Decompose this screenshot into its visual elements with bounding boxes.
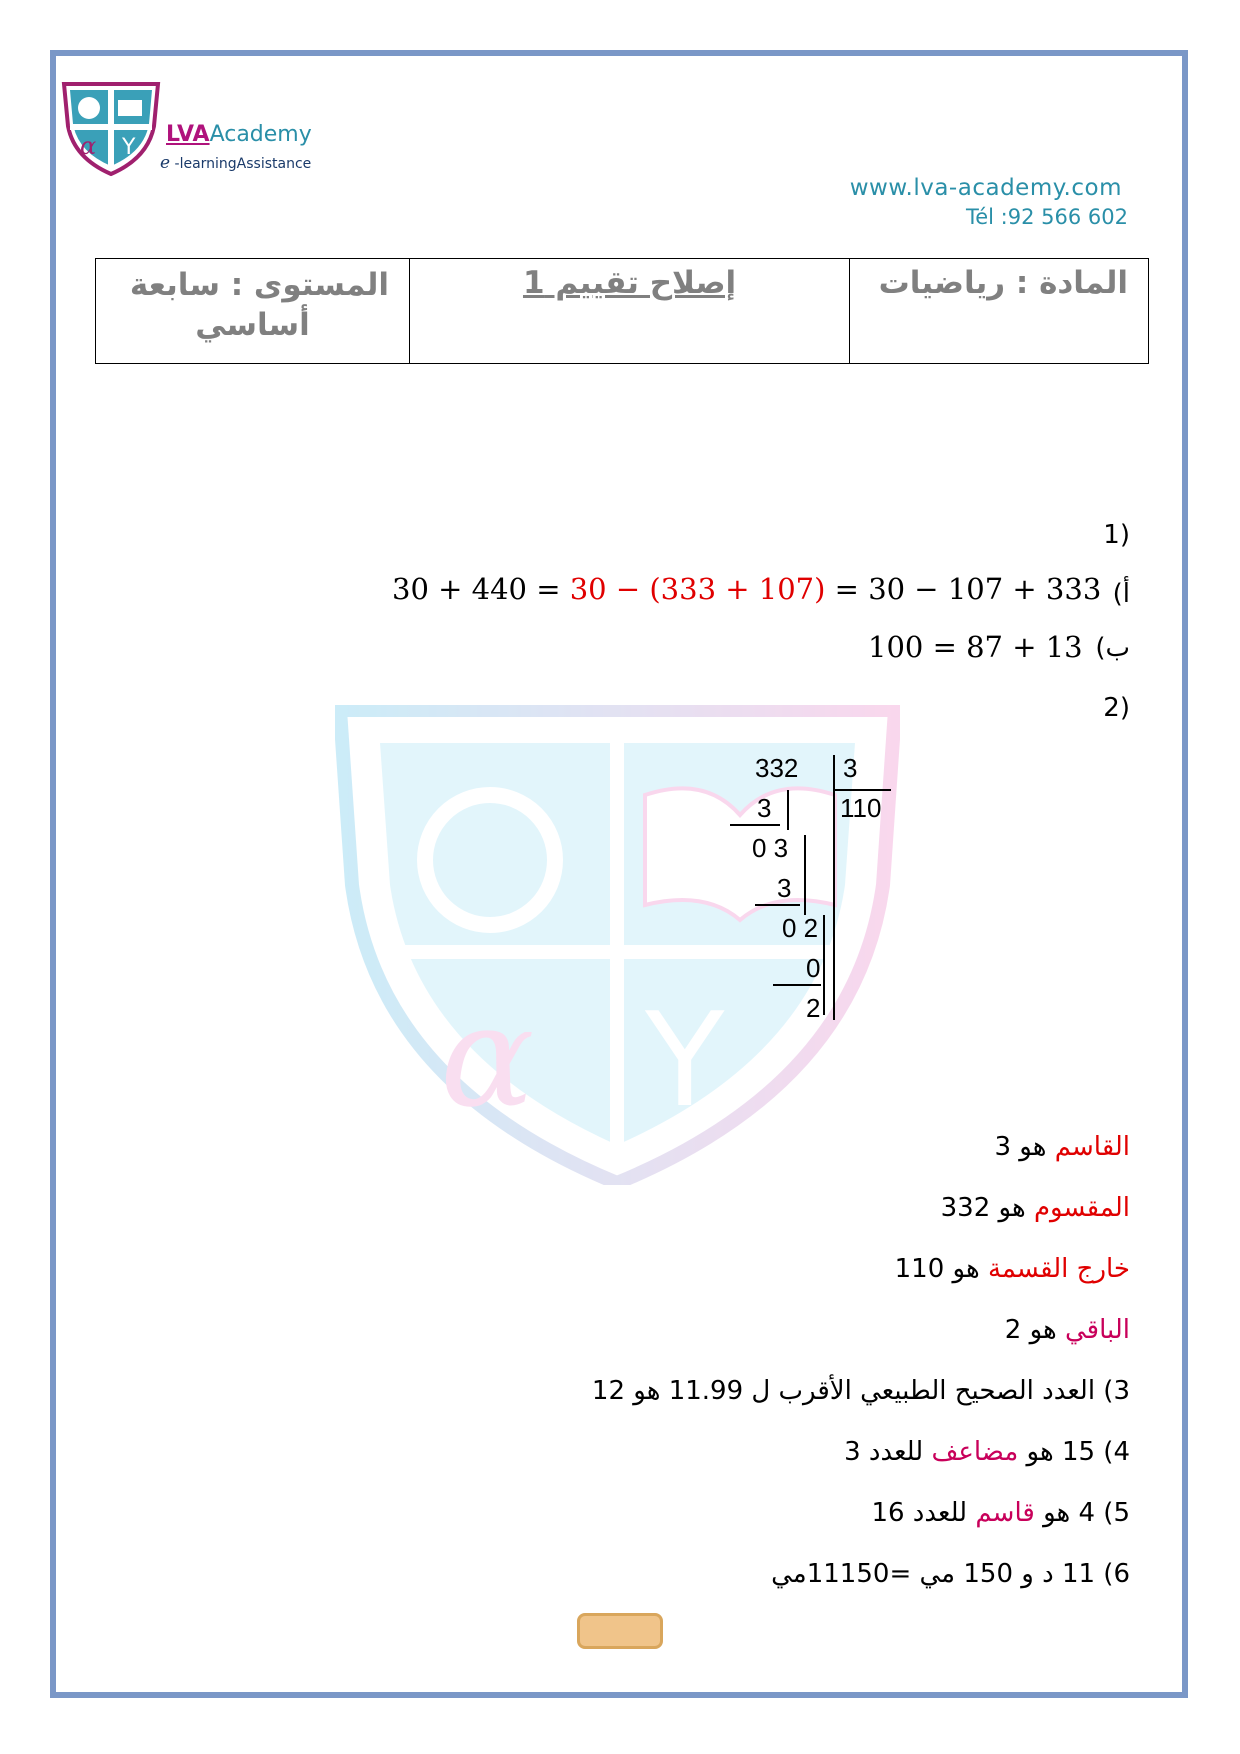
q2-dividend-line — [941, 1193, 1130, 1223]
svg-text:Y: Y — [122, 135, 136, 160]
q2-divisor-line — [994, 1132, 1130, 1162]
lva-shield-logo-icon — [56, 78, 166, 178]
term-remainder: الباقي — [1064, 1315, 1130, 1345]
term-quotient: خارج القسمة — [987, 1254, 1130, 1284]
division-step-1: 3 — [757, 793, 772, 823]
step-vline-3 — [823, 915, 825, 1015]
term-multiple: مضاعف — [931, 1437, 1019, 1467]
exam-title: إصلاح تقييم 1 — [522, 265, 737, 301]
division-quotient: 110 — [840, 793, 882, 823]
q1-number: (1 — [1103, 520, 1130, 550]
svg-text:Y: Y — [645, 984, 725, 1136]
division-step-5: 0 — [806, 953, 821, 983]
info-table — [95, 258, 1149, 364]
step-line-2 — [755, 904, 800, 906]
q5-suffix: للعدد 16 — [871, 1498, 976, 1528]
subject-cell: المادة : رياضيات — [850, 259, 1149, 364]
q2-line-0-rest: هو 3 — [994, 1132, 1055, 1162]
q2-quotient-line — [895, 1254, 1130, 1284]
tagline-e: e — [160, 153, 171, 173]
level-cell — [96, 259, 410, 364]
q3-line: 3) العدد الصحيح الطبيعي الأقرب ل 11.99 هو 12 — [591, 1376, 1130, 1406]
svg-text:α: α — [80, 132, 97, 160]
q2-number: (2 — [1103, 693, 1130, 723]
q2-line-1-rest: هو 332 — [940, 1193, 1034, 1223]
division-step-4: 0 2 — [782, 913, 819, 943]
q5-line — [871, 1498, 1130, 1528]
q4-line — [844, 1437, 1130, 1467]
q4-suffix: للعدد 3 — [844, 1437, 932, 1467]
level-line-2: أساسي — [195, 307, 310, 343]
division-quotient-line — [833, 789, 891, 791]
term-divisor-word: قاسم — [975, 1498, 1035, 1528]
division-divisor: 3 — [843, 753, 858, 783]
title-cell — [410, 259, 850, 364]
division-step-3: 3 — [777, 873, 792, 903]
q5-prefix: 5) 4 هو — [1034, 1498, 1130, 1528]
step-line-3 — [773, 984, 821, 986]
q2-remainder-line — [1005, 1315, 1130, 1345]
q1-part-a — [1113, 575, 1130, 609]
step-vline-2 — [804, 835, 806, 915]
q1-b-math: 100 = 87 + 13 — [868, 630, 1083, 664]
q1-b-label: ب) — [1095, 633, 1130, 663]
page-number-box — [577, 1613, 663, 1649]
watermark-shield-icon — [335, 705, 900, 1185]
step-line-1 — [730, 824, 780, 826]
phone-number: Tél :92 566 602 — [965, 205, 1128, 229]
term-dividend: المقسوم — [1033, 1193, 1130, 1223]
q4-prefix: 4) 15 هو — [1018, 1437, 1130, 1467]
division-step-2: 0 3 — [752, 833, 789, 863]
q1-a-math — [392, 572, 1101, 606]
brand-name — [166, 122, 312, 147]
q1-a-math-2: = 30 − 107 + 333 — [825, 572, 1102, 606]
q1-a-label: أ) — [1112, 579, 1130, 609]
q1-a-math-1: 30 + 440 = — [392, 572, 570, 606]
brand-tagline — [160, 153, 311, 173]
q6-line: 6) 11 د و 150 مي =11150مي — [771, 1559, 1130, 1589]
division-step-6: 2 — [806, 993, 821, 1023]
q1-a-math-red: 30 − (333 + 107) — [569, 572, 826, 606]
brand-suffix: Academy — [209, 122, 312, 147]
website-url[interactable]: www.lva-academy.com — [849, 175, 1122, 201]
term-divisor: القاسم — [1054, 1132, 1130, 1162]
tagline-rest: -learningAssistance — [170, 156, 312, 172]
brand-prefix: LVA — [166, 122, 210, 147]
level-line-1: المستوى : سابعة — [129, 267, 389, 303]
division-vertical-line — [833, 755, 835, 1020]
q2-line-3-rest: هو 2 — [1004, 1315, 1065, 1345]
q2-line-2-rest: هو 110 — [894, 1254, 988, 1284]
division-dividend: 332 — [755, 753, 799, 783]
q1-part-b — [1095, 633, 1130, 663]
step-vline-1 — [787, 790, 789, 830]
svg-text:α: α — [440, 976, 535, 1139]
